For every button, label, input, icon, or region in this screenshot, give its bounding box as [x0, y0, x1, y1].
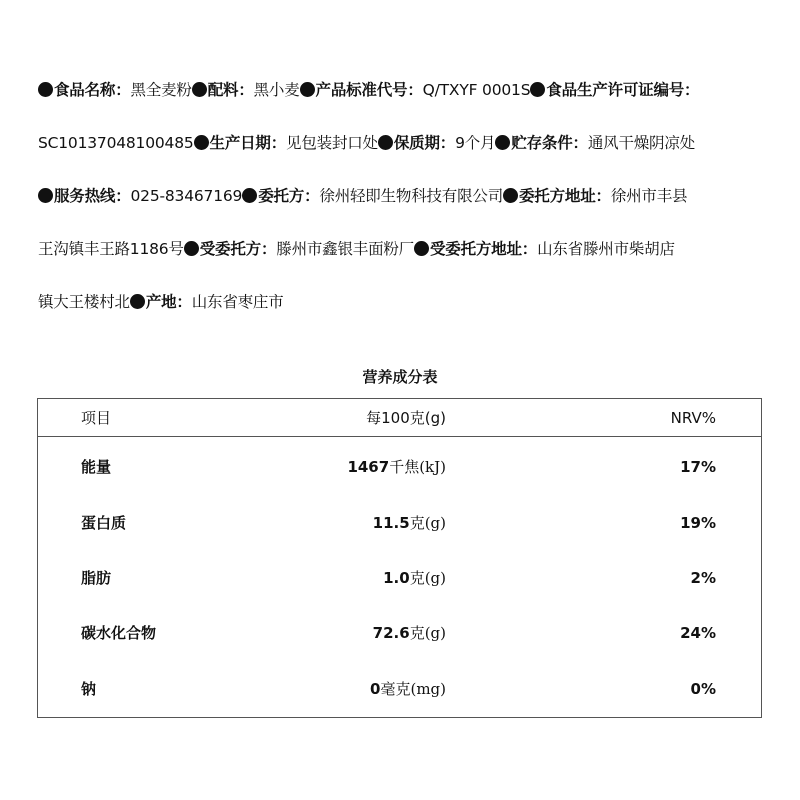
- table-row: [38, 558, 761, 598]
- nutrient-nrv: 0%: [690, 680, 716, 698]
- field-label: 保质期：: [393, 134, 456, 152]
- field-label: 受委托方：: [199, 240, 277, 258]
- info-line-2: [38, 125, 768, 178]
- bullet-icon: [242, 188, 257, 203]
- info-line-3: [38, 178, 768, 231]
- field-label: 配料：: [207, 81, 254, 99]
- nutrient-amount: 1467千焦(kJ): [347, 458, 446, 476]
- nutrient-amount: 1.0克(g): [383, 569, 446, 587]
- field-value: SC10137048100485: [38, 134, 194, 152]
- field-label: 贮存条件：: [511, 134, 588, 152]
- nutrition-table: [37, 398, 762, 718]
- table-row: [38, 669, 761, 709]
- product-info-block: [38, 72, 768, 337]
- nutrient-nrv: 19%: [680, 514, 716, 532]
- field-label: 食品名称：: [54, 81, 131, 99]
- info-line-1: [38, 72, 768, 125]
- header-divider: [38, 436, 761, 437]
- nutrient-amount: 11.5克(g): [372, 514, 446, 532]
- field-label: 生产日期：: [209, 134, 287, 152]
- nutrient-amount: 72.6克(g): [372, 624, 446, 642]
- field-value: 山东省滕州市柴胡店: [537, 240, 675, 258]
- header-per100: 每100克(g): [366, 409, 446, 427]
- field-value: 王沟镇丰王路1186号: [38, 240, 184, 258]
- field-value: 滕州市鑫银丰面粉厂: [276, 240, 414, 258]
- nutrient-nrv: 17%: [680, 458, 716, 476]
- bullet-icon: [184, 241, 199, 256]
- field-value: 黑全麦粉: [130, 81, 192, 99]
- field-label: 受委托方地址：: [429, 240, 538, 258]
- nutrient-name: 碳水化合物: [81, 624, 157, 642]
- field-label: 产地：: [145, 293, 192, 311]
- bullet-icon: [503, 188, 518, 203]
- bullet-icon: [192, 82, 207, 97]
- table-header-row: [38, 399, 761, 437]
- header-nrv: NRV%: [670, 409, 716, 427]
- table-row: [38, 503, 761, 543]
- field-value: 徐州市丰县: [610, 187, 688, 205]
- nutrient-nrv: 24%: [680, 624, 716, 642]
- field-value: 025-83467169: [130, 187, 243, 205]
- nutrient-name: 能量: [81, 458, 112, 476]
- info-line-5: [38, 284, 768, 337]
- field-value: 徐州轻即生物科技有限公司: [319, 187, 503, 205]
- table-row: [38, 613, 761, 653]
- field-value: 镇大王楼村北: [38, 293, 130, 311]
- bullet-icon: [530, 82, 545, 97]
- bullet-icon: [130, 294, 145, 309]
- field-value: 9个月: [455, 134, 496, 152]
- field-label: 服务热线：: [54, 187, 131, 205]
- bullet-icon: [495, 135, 510, 150]
- bullet-icon: [38, 188, 53, 203]
- field-label: 食品生产许可证编号：: [546, 81, 700, 99]
- field-label: 委托方地址：: [519, 187, 611, 205]
- nutrient-name: 蛋白质: [81, 514, 127, 532]
- bullet-icon: [378, 135, 393, 150]
- header-item: 项目: [81, 409, 112, 427]
- field-label: 产品标准代号：: [315, 81, 423, 99]
- info-line-4: [38, 231, 768, 284]
- bullet-icon: [300, 82, 315, 97]
- table-row: [38, 447, 761, 487]
- bullet-icon: [414, 241, 429, 256]
- field-value: 黑小麦: [253, 81, 300, 99]
- nutrition-table-title: 营养成分表: [362, 368, 438, 386]
- nutrient-name: 钠: [81, 680, 97, 698]
- field-label: 委托方：: [258, 187, 320, 205]
- field-value: 山东省枣庄市: [191, 293, 284, 311]
- nutrient-amount: 0毫克(mg): [370, 680, 446, 698]
- field-value: 见包装封口处: [286, 134, 378, 152]
- field-value: 通风干燥阴凉处: [587, 134, 695, 152]
- bullet-icon: [194, 135, 209, 150]
- nutrient-nrv: 2%: [690, 569, 716, 587]
- nutrient-name: 脂肪: [81, 569, 112, 587]
- bullet-icon: [38, 82, 53, 97]
- field-value: Q/TXYF 0001S: [422, 81, 531, 99]
